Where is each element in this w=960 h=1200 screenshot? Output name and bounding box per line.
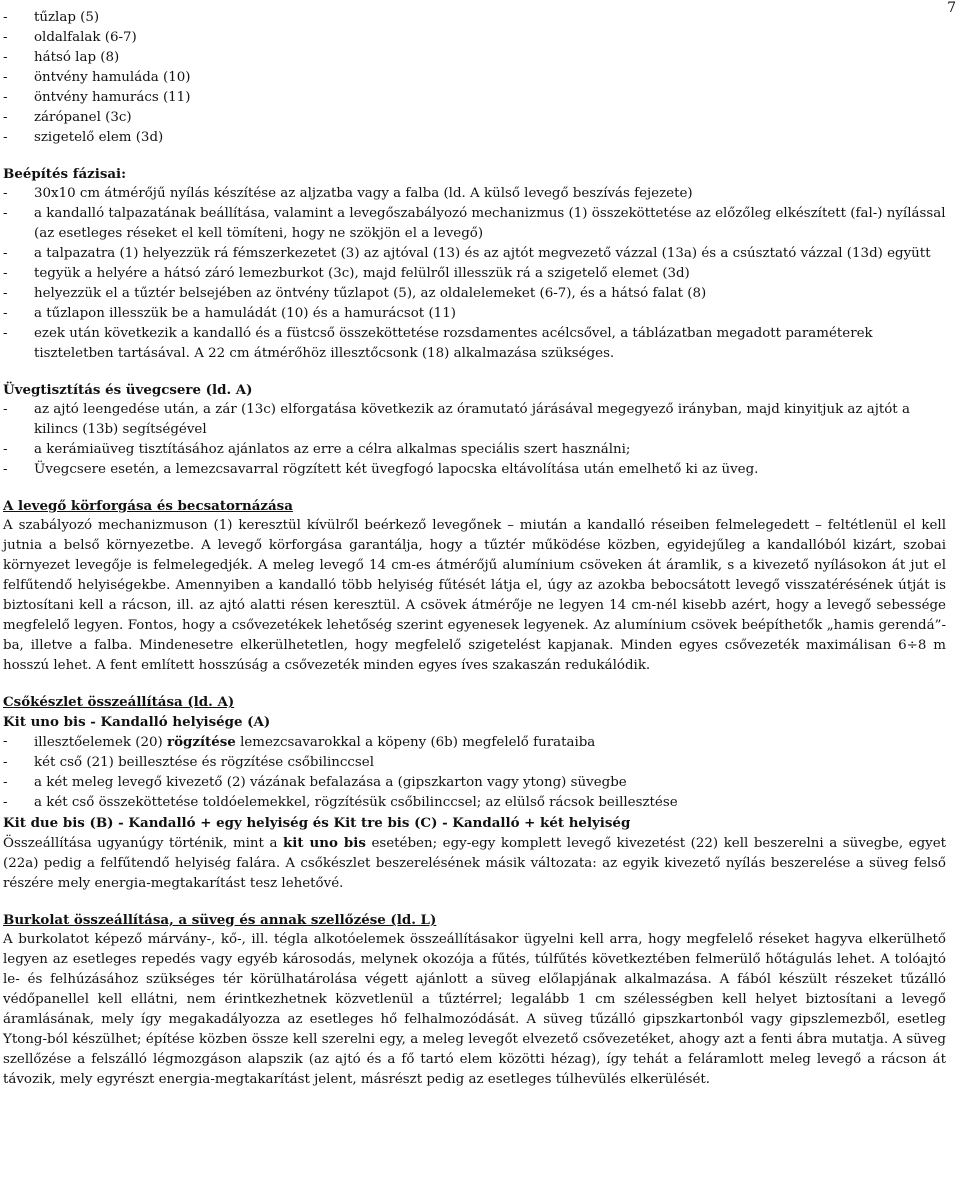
kit-list bbox=[3, 732, 946, 813]
list-item: - tegyük a helyére a hátsó záró lemezburkot (3c), majd felülről illesszük rá a szigetelő elemet (3d) bbox=[3, 266, 690, 281]
list-item: - Üvegcsere esetén, a lemezcsavarral rögzített két üvegfogó lapocska eltávolítása után emelhető ki az üveg. bbox=[3, 462, 759, 477]
list-item: - helyezzük el a tűztér belsejében az öntvény tűzlapot (5), az oldalelemeket (6-7), és a hátsó falat (8) bbox=[3, 286, 707, 301]
list-item: - a tűzlapon illesszük be a hamuládát (10) és a hamurácsot (11) bbox=[3, 306, 456, 321]
list-item: - ezek után következik a kandalló és a füstcső összeköttetése rozsdamentes acélcsővel, a táblázatban megadott paraméterek tiszteletben tartásával. A 22 cm átmérőhöz illesztőcsonk (18) alkalmazása szükséges. bbox=[3, 326, 873, 361]
list-item: - öntvény hamurács (11) bbox=[3, 90, 191, 105]
air-heading: A levegő körforgása és becsatornázása bbox=[3, 498, 293, 514]
list-item: - tűzlap (5) bbox=[3, 10, 100, 25]
kit-heading: Csőkészlet összeállítása (ld. A) bbox=[3, 694, 235, 710]
glass-heading: Üvegtisztítás és üvegcsere (ld. A) bbox=[3, 382, 253, 398]
kit-subheading: Kit uno bis - Kandalló helyisége (A) bbox=[3, 714, 271, 730]
cladding-paragraph: A burkolatot képező márvány-, kő-, ill. tégla alkotóelemek összeállításakor ügyelni kell arra, hogy megfelelő réseket hagyva elkerülhető legyen az esetleges repedés vagy egyéb károsodás, melynek okozója a fűtés, túlfűtés következtében felmerülő hőtágulás lehet. A tolóajtó le- és felhúzásához szükséges tér körülhatárolása végett ajánlott a süveg előlapjának alkalmazása. A fából készült részeket tűzálló védőpanellel kell ellátni, nem érintkezhetnek közvetlenül a tűztérrel; legalább 1 cm szélességben kell helyet biztosítani a levegő áramlásának, mely így megakadályozza az esetleges hő felhalmozódását. A süveg tűzálló gipszkartonból vagy gipszlemezből, esetleg Ytong-ból készülhet; építése közben össze kell szerelni egy, a meleg levegőt elvezető csővezetéket, ahogy azt a fenti ábra mutatja. A süveg szellőzése a felszálló légmozgáson alapszik (az ajtó és a fő tartó elem közötti hézag), így tehát a feláramlott meleg levegő a rácson át távozik, mely egyrészt energia-megtakarítást jelent, másrészt pedig az esetleges túlhevülés elkerülését. bbox=[3, 932, 946, 1087]
parts-list bbox=[3, 8, 946, 148]
list-item: - a kerámiaüveg tisztításához ajánlatos az erre a célra alkalmas speciális szert használni; bbox=[3, 442, 631, 457]
list-item: - illesztőelemek (20) rögzítése lemezcsavarokkal a köpeny (6b) megfelelő furataiba bbox=[3, 734, 596, 750]
install-heading: Beépítés fázisai: bbox=[3, 166, 127, 182]
list-item: - két cső (21) beillesztése és rögzítése csőbilinccsel bbox=[3, 755, 375, 770]
page-number: 7 bbox=[947, 0, 956, 16]
list-item: - szigetelő elem (3d) bbox=[3, 130, 164, 145]
list-item: - a kandalló talpazatának beállítása, valamint a levegőszabályozó mechanizmus (1) összeköttetése az előzőleg elkészített (fal-) nyílással (az esetleges réseket el kell tömíteni, hogy ne szökjön el a levegő) bbox=[3, 206, 946, 241]
cladding-heading: Burkolat összeállítása, a süveg és annak szellőzése (ld. L) bbox=[3, 912, 437, 928]
list-item: - hátsó lap (8) bbox=[3, 50, 120, 65]
list-item: - a talpazatra (1) helyezzük rá fémszerkezetet (3) az ajtóval (13) és az ajtót megvezető vázzal (13a) és a csúsztató vázzal (13d) együtt bbox=[3, 246, 931, 261]
list-item: - oldalfalak (6-7) bbox=[3, 30, 137, 45]
list-item: - a két meleg levegő kivezető (2) vázának befalazása a (gipszkarton vagy ytong) süvegbe bbox=[3, 775, 627, 790]
list-item: - öntvény hamuláda (10) bbox=[3, 70, 191, 85]
list-item: - zárópanel (3c) bbox=[3, 110, 132, 125]
air-paragraph: A szabályozó mechanizmuson (1) keresztül kívülről beérkező levegőnek – miután a kandalló réseiben felmelegedett – feltétlenül el kell jutnia a belső környezetbe. A levegő körforgása garantálja, hogy a tűztér működése közben, egyidejűleg a kandallóból kizárt, szobai környezet levegője is felmelegedjék. A meleg levegő 14 cm-es átmérőjű alumínium csöveken át áramlik, s a kivezető nyílásokon át jut el felfűtendő helyiségekbe. Amennyiben a kandalló több helyiség fűtését látja el, úgy az azokba bebocsátott levegő visszatérésének útját is biztosítani kell a rácson, ill. az ajtó alatti résen keresztül. A csövek átmérője ne legyen 14 cm-nél kisebb azért, hogy a levegő sebessége megfelelő legyen. Fontos, hogy a csővezetékek lehetőség szerint egyenesek legyenek. Az alumínium csövek beépíthetők „hamis gerendá”-ba, illetve a falba. Mindenesetre elkerülhetetlen, hogy megfelelő szigetelést kapjanak. Minden egyes csővezeték maximálisan 6÷8 m hosszú lehet. A fent említett hosszúság a csővezeték minden egyes íves szakaszán redukálódik. bbox=[3, 518, 946, 673]
install-list bbox=[3, 184, 946, 364]
list-item: - 30x10 cm átmérőjű nyílás készítése az aljzatba vagy a falba (ld. A külső levegő beszívás fejezete) bbox=[3, 186, 693, 201]
glass-list bbox=[3, 400, 946, 480]
kit-subheading-2: Kit due bis (B) - Kandalló + egy helyiség és Kit tre bis (C) - Kandalló + két helyiség bbox=[3, 815, 631, 831]
list-item: - a két cső összeköttetése toldóelemekkel, rögzítésük csőbilinccsel; az elülső rácsok beillesztése bbox=[3, 795, 678, 810]
list-item: - az ajtó leengedése után, a zár (13c) elforgatása következik az óramutató járásával megegyező irányban, majd kinyitjuk az ajtót a kilincs (13b) segítségével bbox=[3, 402, 910, 437]
kit-paragraph: Összeállítása ugyanúgy történik, mint a kit uno bis esetében; egy-egy komplett levegő kivezetést (22) kell beszerelni a süvegbe, egyet (22a) pedig a felfűtendő helyiség falára. A csőkészlet beszerelésének másik változata: az egyik kivezető nyílás beszerelése a süveg felső részére mely energia-megtakarítást tesz lehetővé. bbox=[3, 835, 947, 891]
